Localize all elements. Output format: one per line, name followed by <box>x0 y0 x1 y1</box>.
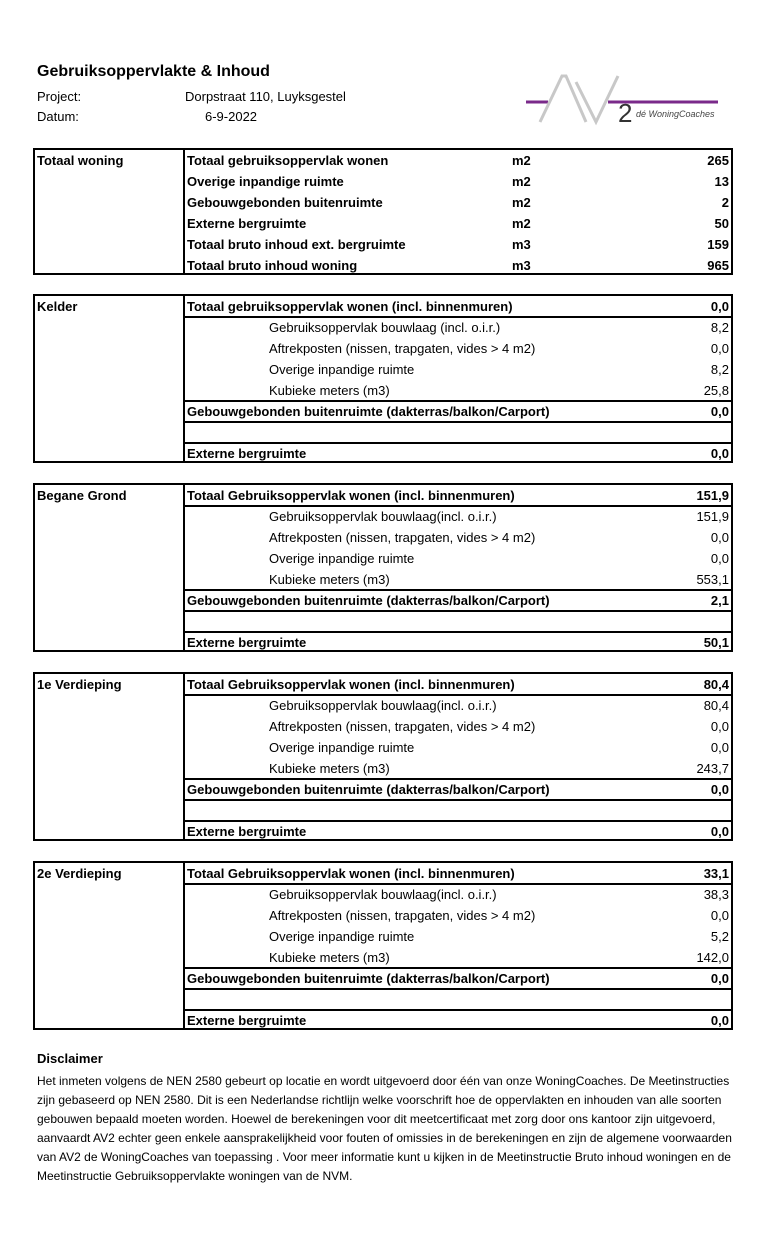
sub-row-name: Gebruiksoppervlak bouwlaag(incl. o.i.r.) <box>269 509 497 524</box>
table-row <box>35 905 731 926</box>
row-cells <box>184 632 731 653</box>
row-unit: m2 <box>512 174 531 189</box>
table-row <box>35 926 731 947</box>
row-divider <box>183 799 731 801</box>
row-cells <box>184 716 731 737</box>
table-row <box>35 150 731 171</box>
row-cells <box>184 863 731 884</box>
externe-bergruimte-name: Externe bergruimte <box>187 446 307 461</box>
sub-row-value: 0,0 <box>710 908 729 923</box>
table-row <box>35 359 731 380</box>
table-row <box>35 968 731 989</box>
externe-bergruimte-value: 0,0 <box>710 824 729 839</box>
floor-total-name: Totaal Gebruiksoppervlak wonen (incl. binnenmuren) <box>187 866 515 881</box>
disclaimer-text: Het inmeten volgens de NEN 2580 gebeurt op locatie en wordt uitgevoerd door één van onze WoningCoaches. De Meetinstructies zijn gebaseerd op NEN 2580. Dit is een Nederlandse richtlijn welke voorschrift hoe de oppervlakten en inhouden van alle soorten gebouwen bepaald moeten worden. Hoewel de berekeningen voor dit meetcertificaat met zorg door ons kantoor zijn uitgevoerd, aanvaardt AV2 echter geen enkele aansprakelijkheid voor fouten of omissies in de berekeningen en zijn de algemene voorwaarden van AV2 de WoningCoaches van toepassing . Voor meer informatie kunt u kijken in de Meetinstructie Bruto inhoud woningen en de Meetinstructie Gebruiksoppervlakte woningen van de NVM. <box>37 1074 732 1183</box>
table-row <box>35 590 731 611</box>
table-row <box>35 401 731 422</box>
disclaimer-title: Disclaimer <box>37 1051 103 1066</box>
externe-bergruimte-value: 0,0 <box>710 446 729 461</box>
page-title: Gebruiksoppervlakte & Inhoud <box>37 63 270 80</box>
row-value: 965 <box>707 258 729 273</box>
row-cells <box>184 590 731 611</box>
sub-row-value: 80,4 <box>703 698 729 713</box>
section-totaal-woning <box>33 148 733 275</box>
row-cells <box>184 296 731 317</box>
table-row <box>35 527 731 548</box>
table-row <box>35 548 731 569</box>
sub-row-value: 243,7 <box>696 761 729 776</box>
row-cells <box>184 506 731 527</box>
sub-row-value: 0,0 <box>710 530 729 545</box>
row-divider <box>183 610 731 612</box>
externe-bergruimte-value: 0,0 <box>710 1013 729 1028</box>
table-row <box>35 821 731 842</box>
sub-row-value: 0,0 <box>710 551 729 566</box>
sub-row-name: Kubieke meters (m3) <box>269 950 390 965</box>
section-label: Kelder <box>37 299 78 314</box>
sub-row-name: Aftrekposten (nissen, trapgaten, vides > 4 m2) <box>269 530 536 545</box>
sub-row-name: Kubieke meters (m3) <box>269 572 390 587</box>
row-cells <box>184 485 731 506</box>
floor-total-value: 0,0 <box>710 299 729 314</box>
row-cells <box>184 380 731 401</box>
table-row <box>35 863 731 884</box>
section-label: Totaal woning <box>37 153 124 168</box>
sub-row-value: 38,3 <box>703 887 729 902</box>
table-row <box>35 569 731 590</box>
table-row <box>35 884 731 905</box>
av2-logo <box>526 70 718 126</box>
row-cells <box>184 779 731 800</box>
row-cells <box>184 213 731 234</box>
row-unit: m2 <box>512 216 531 231</box>
floor-total-value: 151,9 <box>696 488 729 503</box>
row-name: Totaal gebruiksoppervlak wonen <box>187 153 389 168</box>
floor-total-name: Totaal Gebruiksoppervlak wonen (incl. binnenmuren) <box>187 677 515 692</box>
table-row <box>35 171 731 192</box>
row-cells <box>184 234 731 255</box>
row-cells <box>184 758 731 779</box>
buitenruimte-value: 2,1 <box>710 593 729 608</box>
row-unit: m3 <box>512 258 531 273</box>
row-cells <box>184 968 731 989</box>
section-label: 1e Verdieping <box>37 677 122 692</box>
table-row <box>35 779 731 800</box>
sub-row-name: Overige inpandige ruimte <box>269 929 415 944</box>
sub-row-value: 25,8 <box>703 383 729 398</box>
table-row <box>35 485 731 506</box>
table-row <box>35 338 731 359</box>
svg-text:dé WoningCoaches: dé WoningCoaches <box>636 109 715 119</box>
table-row <box>35 213 731 234</box>
sub-row-value: 8,2 <box>710 320 729 335</box>
sub-row-name: Gebruiksoppervlak bouwlaag(incl. o.i.r.) <box>269 698 497 713</box>
table-row <box>35 317 731 338</box>
sub-row-name: Gebruiksoppervlak bouwlaag (incl. o.i.r.) <box>269 320 501 335</box>
sub-row-value: 0,0 <box>710 341 729 356</box>
project-value: Dorpstraat 110, Luyksgestel <box>185 89 346 104</box>
table-row <box>35 632 731 653</box>
externe-bergruimte-name: Externe bergruimte <box>187 635 307 650</box>
externe-bergruimte-name: Externe bergruimte <box>187 1013 307 1028</box>
table-row <box>35 758 731 779</box>
sub-row-value: 0,0 <box>710 740 729 755</box>
sub-row-value: 0,0 <box>710 719 729 734</box>
sub-row-name: Aftrekposten (nissen, trapgaten, vides > 4 m2) <box>269 341 536 356</box>
row-cells <box>184 150 731 171</box>
row-name: Totaal bruto inhoud ext. bergruimte <box>187 237 406 252</box>
section-1e-verdieping <box>33 672 733 841</box>
row-cells <box>184 695 731 716</box>
sub-row-value: 5,2 <box>710 929 729 944</box>
date-row <box>37 109 258 124</box>
row-cells <box>184 884 731 905</box>
row-divider <box>183 988 731 990</box>
row-value: 50 <box>714 216 729 231</box>
sub-row-value: 553,1 <box>696 572 729 587</box>
row-unit: m3 <box>512 237 531 252</box>
svg-text:2: 2 <box>618 98 633 126</box>
row-cells <box>184 1010 731 1031</box>
sub-row-value: 142,0 <box>696 950 729 965</box>
row-name: Gebouwgebonden buitenruimte <box>187 195 383 210</box>
row-cells <box>184 317 731 338</box>
section-begane-grond <box>33 483 733 652</box>
row-value: 159 <box>707 237 729 252</box>
row-value: 265 <box>707 153 729 168</box>
date-value: 6-9-2022 <box>205 109 258 124</box>
sub-row-value: 8,2 <box>710 362 729 377</box>
sub-row-name: Kubieke meters (m3) <box>269 383 390 398</box>
section-2e-verdieping <box>33 861 733 1030</box>
externe-bergruimte-value: 50,1 <box>703 635 729 650</box>
date-label: Datum: <box>37 109 79 124</box>
sub-row-name: Overige inpandige ruimte <box>269 362 415 377</box>
row-cells <box>184 443 731 464</box>
section-label: Begane Grond <box>37 488 127 503</box>
table-row <box>35 380 731 401</box>
table-row <box>35 947 731 968</box>
floor-total-value: 80,4 <box>703 677 729 692</box>
section-kelder <box>33 294 733 463</box>
buitenruimte-name: Gebouwgebonden buitenruimte (dakterras/balkon/Carport) <box>187 404 550 419</box>
row-cells <box>184 192 731 213</box>
buitenruimte-value: 0,0 <box>710 782 729 797</box>
sub-row-name: Aftrekposten (nissen, trapgaten, vides > 4 m2) <box>269 719 536 734</box>
table-row <box>35 695 731 716</box>
sub-row-value: 151,9 <box>696 509 729 524</box>
sub-row-name: Gebruiksoppervlak bouwlaag(incl. o.i.r.) <box>269 887 497 902</box>
externe-bergruimte-name: Externe bergruimte <box>187 824 307 839</box>
floor-total-value: 33,1 <box>703 866 729 881</box>
table-row <box>35 296 731 317</box>
sub-row-name: Overige inpandige ruimte <box>269 551 415 566</box>
table-row <box>35 234 731 255</box>
row-cells <box>184 401 731 422</box>
row-unit: m2 <box>512 195 531 210</box>
row-value: 2 <box>721 195 729 210</box>
floor-total-name: Totaal Gebruiksoppervlak wonen (incl. binnenmuren) <box>187 488 515 503</box>
row-name: Overige inpandige ruimte <box>187 174 344 189</box>
row-cells <box>184 569 731 590</box>
table-row <box>35 506 731 527</box>
row-unit: m2 <box>512 153 531 168</box>
row-cells <box>184 674 731 695</box>
sub-row-name: Overige inpandige ruimte <box>269 740 415 755</box>
sub-row-name: Aftrekposten (nissen, trapgaten, vides > 4 m2) <box>269 908 536 923</box>
project-row <box>37 89 346 104</box>
project-label: Project: <box>37 89 82 104</box>
table-row <box>35 443 731 464</box>
buitenruimte-value: 0,0 <box>710 404 729 419</box>
row-name: Totaal bruto inhoud woning <box>187 258 358 273</box>
row-divider <box>183 421 731 423</box>
row-cells <box>184 947 731 968</box>
row-name: Externe bergruimte <box>187 216 307 231</box>
buitenruimte-name: Gebouwgebonden buitenruimte (dakterras/balkon/Carport) <box>187 782 550 797</box>
row-cells <box>184 359 731 380</box>
row-value: 13 <box>714 174 729 189</box>
buitenruimte-name: Gebouwgebonden buitenruimte (dakterras/balkon/Carport) <box>187 593 550 608</box>
row-cells <box>184 255 731 276</box>
row-cells <box>184 737 731 758</box>
floor-total-name: Totaal gebruiksoppervlak wonen (incl. binnenmuren) <box>187 299 513 314</box>
buitenruimte-value: 0,0 <box>710 971 729 986</box>
table-row <box>35 255 731 276</box>
row-cells <box>184 821 731 842</box>
buitenruimte-name: Gebouwgebonden buitenruimte (dakterras/balkon/Carport) <box>187 971 550 986</box>
table-row <box>35 716 731 737</box>
table-row <box>35 674 731 695</box>
section-label: 2e Verdieping <box>37 866 122 881</box>
row-cells <box>184 548 731 569</box>
row-cells <box>184 905 731 926</box>
row-cells <box>184 926 731 947</box>
sub-row-name: Kubieke meters (m3) <box>269 761 390 776</box>
row-cells <box>184 171 731 192</box>
table-row <box>35 192 731 213</box>
row-cells <box>184 527 731 548</box>
row-cells <box>184 338 731 359</box>
table-row <box>35 737 731 758</box>
table-row <box>35 1010 731 1031</box>
